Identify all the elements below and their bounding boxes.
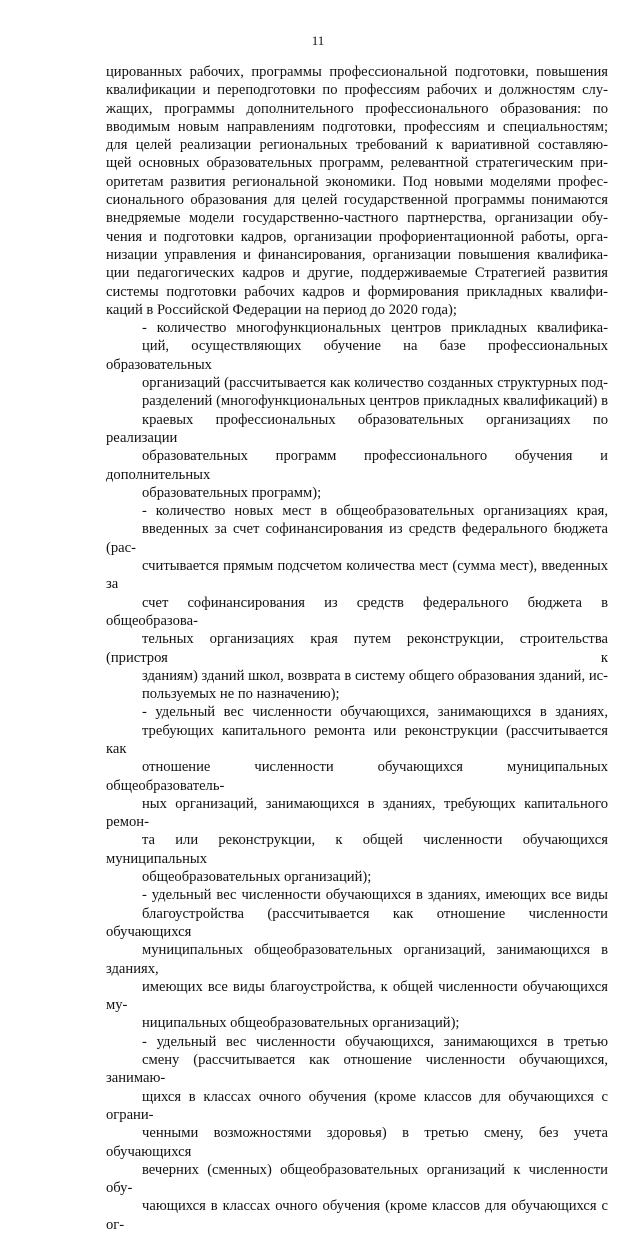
paragraph — [106, 319, 608, 502]
text-line: системы подготовки рабочих кадров и формирования прикладных квалифи- — [106, 283, 608, 300]
text-line: отношение численности обучающихся муниципальных общеобразователь- — [106, 759, 608, 794]
text-line: считывается прямым подсчетом количества мест (сумма мест), введенных за — [106, 558, 608, 593]
text-line: ниципальных общеобразовательных организаций); — [142, 1015, 460, 1032]
text-line: ции педагогических кадров и другие, поддерживаемые Стратегией развития — [106, 265, 608, 282]
text-line: разделений (многофункциональных центров прикладных квалификаций) в — [142, 393, 608, 410]
text-line: благоустройства (рассчитывается как отношение численности обучающихся — [106, 905, 608, 940]
body-text — [106, 63, 608, 1234]
text-line: чения и подготовки кадров, организации профориентационной работы, орга- — [106, 228, 608, 245]
text-line: цированных рабочих, программы профессиональной подготовки, повышения — [106, 64, 608, 80]
text-line: вечерних (сменных) общеобразовательных организаций к численности обу- — [106, 1161, 608, 1197]
text-line: квалификации и переподготовки по профессиям рабочих и должностям слу- — [106, 82, 608, 99]
text-line: пользуемых не по назначению); — [142, 686, 340, 703]
text-line: чающихся в классах очного обучения (кроме классов для обучающихся с ог- — [106, 1198, 608, 1233]
page-number: 11 — [311, 33, 325, 48]
text-line: щихся в классах очного обучения (кроме классов для обучающихся с ограни- — [106, 1088, 608, 1123]
text-line: - удельный вес численности обучающихся, занимающихся в зданиях, — [142, 704, 608, 721]
text-line: смену (рассчитывается как отношение численности обучающихся, занимаю- — [106, 1052, 608, 1087]
text-line: краевых профессиональных образовательных организациях по реализации — [106, 411, 608, 446]
text-line: образовательных программ); — [142, 484, 322, 501]
paragraph — [106, 1033, 608, 1234]
text-line: ных организаций, занимающихся в зданиях, требующих капитального ремон- — [106, 795, 608, 831]
paragraph — [106, 502, 608, 703]
text-line: щей основных образовательных программ, релевантной стратегическим при- — [106, 155, 608, 172]
text-line: сионального образования для целей государственной программы понимаются — [106, 192, 608, 209]
text-line: счет софинансирования из средств федерального бюджета в общеобразова- — [106, 594, 608, 629]
text-line: - количество новых мест в общеобразовательных организациях края, — [142, 503, 608, 520]
text-line: требующих капитального ремонта или реконструкции (рассчитывается как — [106, 722, 608, 757]
text-line: имеющих все виды благоустройства, к общей численности обучающихся му- — [106, 978, 608, 1014]
text-line: оритетам развития региональной экономики. Под новыми моделями профес- — [106, 173, 608, 190]
text-line: организаций (рассчитывается как количество созданных структурных под- — [142, 375, 608, 392]
text-line: жащих, программы дополнительного профессионального образования: по — [106, 100, 608, 117]
text-line: - количество многофункциональных центров прикладных квалифика- — [142, 320, 608, 337]
text-line: ций, осуществляющих обучение на базе профессиональных образовательных — [106, 338, 608, 373]
text-line: ченными возможностями здоровья) в третью смену, без учета обучающихся — [106, 1125, 608, 1160]
text-line: - удельный вес численности обучающихся, занимающихся в третью — [142, 1033, 608, 1050]
text-line: внедряемые модели государственно-частного партнерства, организации обу- — [106, 210, 608, 227]
text-line: вводимым новым направлениям подготовки, профессиям и специальностям; — [106, 118, 608, 135]
text-line: образовательных программ профессионального обучения и дополнительных — [106, 448, 608, 483]
text-line: для целей реализации региональных требований к вариативной составляю- — [106, 137, 608, 154]
text-line: введенных за счет софинансирования из средств федерального бюджета (рас- — [106, 521, 608, 556]
text-line: тельных организациях края путем реконструкции, строительства (пристроя к — [106, 631, 608, 666]
text-line: муниципальных общеобразовательных организаций, занимающихся в зданиях, — [106, 942, 608, 977]
text-line: - удельный вес численности обучающихся в зданиях, имеющих все виды — [142, 887, 608, 904]
text-line: низации управления и финансирования, организации повышения квалифика- — [106, 246, 608, 263]
paragraph — [106, 703, 608, 886]
text-line: та или реконструкции, к общей численности обучающихся муниципальных — [106, 832, 608, 867]
text-line: зданиям) зданий школ, возврата в систему общего образования зданий, ис- — [142, 667, 608, 684]
text-line: общеобразовательных организаций); — [142, 869, 372, 886]
paragraph — [106, 63, 608, 319]
text-line: каций в Российской Федерации на период до 2020 года); — [106, 301, 457, 318]
paragraph — [106, 886, 608, 1032]
